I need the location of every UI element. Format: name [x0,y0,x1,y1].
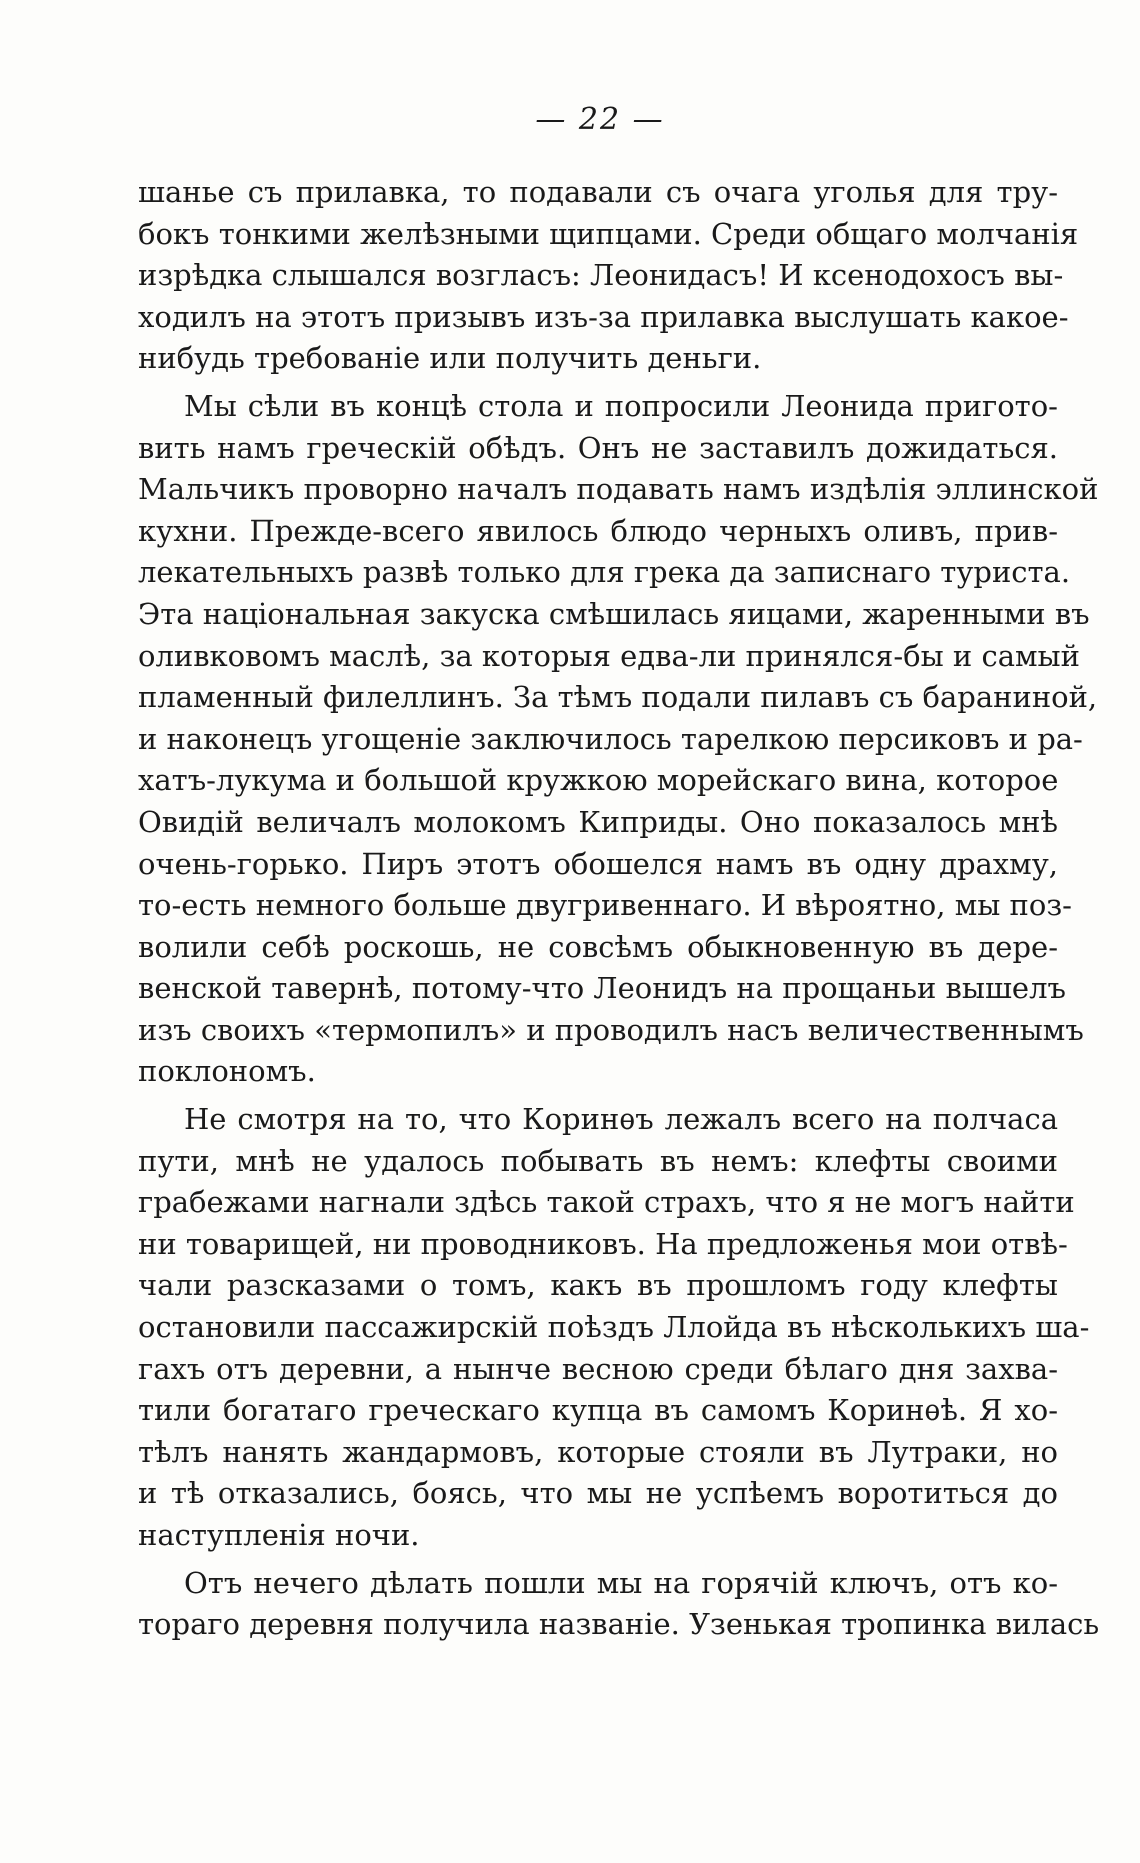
text-line: хатъ-лукума и большой кружкою морейскаго вина, которое [138,763,1059,798]
text-line: Отъ нечего дѣлать пошли мы на горячій ключъ, отъ ко- [184,1565,1058,1600]
text-line: то-есть немного больше двугривеннаго. И вѣроятно, мы поз- [138,888,1072,923]
text-line: нибудь требованіе или получить деньги. [138,341,762,376]
text-line: и тѣ отказались, боясь, что мы не успѣемъ воротиться до [138,1476,1058,1511]
text-line: пути, мнѣ не удалось побывать въ немъ: клефты своими [138,1143,1058,1178]
text-line: наступленія ночи. [138,1518,420,1552]
text-line: грабежами нагнали здѣсь такой страхъ, что я не могъ найти [138,1185,1075,1220]
paragraph-4 [138,1563,1100,1646]
paragraph-2 [138,386,1099,1093]
text-line: остановили пассажирскій поѣздъ Ллойда въ нѣсколькихъ ша- [138,1310,1090,1345]
paragraph-3 [138,1099,1090,1557]
body-text [138,172,1100,1646]
text-line: тили богатаго греческаго купца въ самомъ Коринѳѣ. Я хо- [138,1393,1058,1428]
text-line: тѣлъ нанять жандармовъ, которые стояли въ Лутраки, но [138,1434,1058,1469]
text-line: пламенный филеллинъ. За тѣмъ подали пилавъ съ бараниной, [138,680,1098,715]
text-line: и наконецъ угощеніе заключилось тарелкою персиковъ и ра- [138,721,1083,756]
text-line: вить намъ греческій обѣдъ. Онъ не заставилъ дожидаться. [138,430,1058,465]
text-line: тораго деревня получила названіе. Узенькая тропинка вилась [138,1607,1100,1642]
text-line: Мальчикъ проворно началъ подавать намъ издѣлія эллинской [138,472,1099,507]
text-line: ходилъ на этотъ призывъ изъ-за прилавка выслушать какое- [138,299,1069,334]
page-number: — 22 — [535,102,665,137]
text-line: бокъ тонкими желѣзными щипцами. Среди общаго молчанія [138,216,1079,251]
text-line: ни товарищей, ни проводниковъ. На предложенья мои отвѣ- [138,1226,1068,1261]
text-line: шанье съ прилавка, то подавали съ очага уголья для тру- [138,175,1058,209]
text-line: изрѣдка слышался возгласъ: Леонидасъ! И ксенодохосъ вы- [138,258,1064,293]
paragraph-1 [138,172,1079,380]
text-line: кухни. Прежде-всего явилось блюдо черныхъ оливъ, прив- [138,513,1058,548]
text-line: Эта національная закуска смѣшилась яицами, жаренными въ [138,596,1090,631]
text-line: лекательныхъ развѣ только для грека да записнаго туриста. [138,555,1071,590]
text-line: изъ своихъ «термопилъ» и проводилъ насъ величественнымъ [138,1012,1084,1047]
text-line: венской тавернѣ, потому-что Леонидъ на прощаньи вышелъ [138,971,1066,1006]
text-line: Овидій величалъ молокомъ Киприды. Оно показалось мнѣ [138,804,1058,839]
text-line: Не смотря на то, что Коринѳъ лежалъ всего на полчаса [184,1102,1058,1137]
text-line: Мы сѣли въ концѣ стола и попросили Леонида пригото- [184,388,1058,423]
text-line: чали разсказами о томъ, какъ въ прошломъ году клефты [138,1268,1058,1303]
text-line: волили себѣ роскошь, не совсѣмъ обыкновенную въ дере- [138,929,1058,964]
text-line: поклономъ. [138,1054,316,1089]
text-line: гахъ отъ деревни, а нынче весною среди бѣлаго дня захва- [138,1351,1058,1386]
text-line: очень-горько. Пиръ этотъ обошелся намъ въ одну драхму, [138,846,1058,881]
text-line: оливковомъ маслѣ, за которыя едва-ли принялся-бы и самый [138,638,1080,673]
